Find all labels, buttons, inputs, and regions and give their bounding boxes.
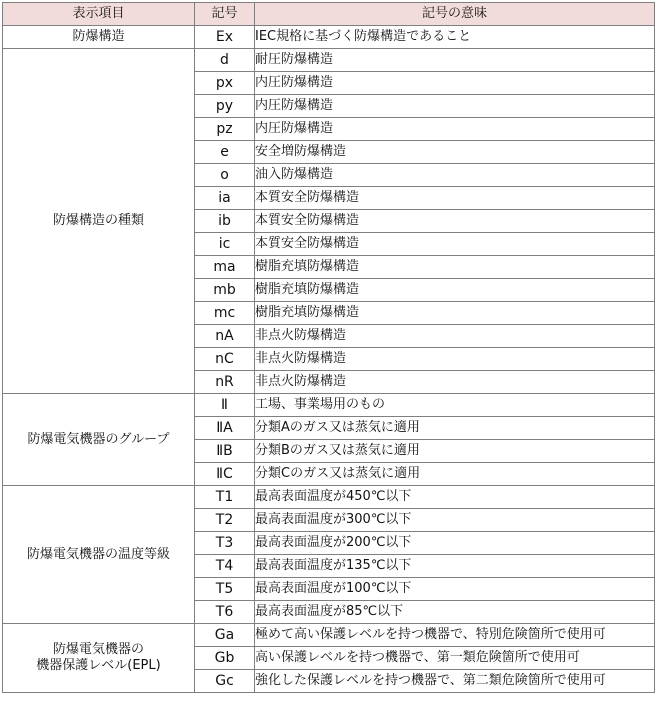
symbol-cell: Ga: [195, 624, 255, 647]
header-meaning: 記号の意味: [255, 3, 655, 26]
meaning-cell: IEC規格に基づく防爆構造であること: [255, 26, 655, 49]
meaning-cell: 樹脂充填防爆構造: [255, 279, 655, 302]
symbol-cell: ma: [195, 256, 255, 279]
symbol-cell: mc: [195, 302, 255, 325]
explosion-proof-symbol-table: [2, 2, 655, 693]
category-label: 防爆構造の種類: [52, 213, 144, 228]
symbol-cell: ⅡB: [195, 440, 255, 463]
header-symbol: 記号: [195, 3, 255, 26]
meaning-cell: 本質安全防爆構造: [255, 187, 655, 210]
meaning-cell: 最高表面温度が85℃以下: [255, 601, 655, 624]
table-row: [3, 486, 655, 509]
meaning-cell: 分類Cのガス又は蒸気に適用: [255, 463, 655, 486]
symbol-cell: o: [195, 164, 255, 187]
symbol-cell: T2: [195, 509, 255, 532]
category-cell: [3, 486, 195, 624]
meaning-cell: 本質安全防爆構造: [255, 210, 655, 233]
category-cell: [3, 394, 195, 486]
symbol-cell: nC: [195, 348, 255, 371]
symbol-cell: ib: [195, 210, 255, 233]
meaning-cell: 内圧防爆構造: [255, 95, 655, 118]
meaning-cell: 樹脂充填防爆構造: [255, 302, 655, 325]
symbol-cell: e: [195, 141, 255, 164]
symbol-cell: T5: [195, 578, 255, 601]
header-item: 表示項目: [3, 3, 195, 26]
symbol-cell: T1: [195, 486, 255, 509]
category-cell: [3, 26, 195, 49]
symbol-cell: nR: [195, 371, 255, 394]
meaning-cell: 非点火防爆構造: [255, 348, 655, 371]
meaning-cell: 本質安全防爆構造: [255, 233, 655, 256]
table-body: [3, 26, 655, 693]
category-label: 防爆電気機器の温度等級: [26, 546, 170, 562]
meaning-cell: 内圧防爆構造: [255, 72, 655, 95]
symbol-cell: Gb: [195, 647, 255, 670]
meaning-cell: 強化した保護レベルを持つ機器で、第二類危険箇所で使用可: [255, 670, 655, 693]
symbol-cell: d: [195, 49, 255, 72]
symbol-cell: pz: [195, 118, 255, 141]
symbol-cell: T6: [195, 601, 255, 624]
table-row: [3, 49, 655, 72]
meaning-cell: 分類Aのガス又は蒸気に適用: [255, 417, 655, 440]
symbol-cell: Ⅱ: [195, 394, 255, 417]
table-row: [3, 394, 655, 417]
category-label: 防爆電気機器の: [52, 642, 144, 657]
meaning-cell: 内圧防爆構造: [255, 118, 655, 141]
meaning-cell: 最高表面温度が300℃以下: [255, 509, 655, 532]
meaning-cell: 樹脂充填防爆構造: [255, 256, 655, 279]
meaning-cell: 最高表面温度が450℃以下: [255, 486, 655, 509]
meaning-cell: 最高表面温度が100℃以下: [255, 578, 655, 601]
meaning-cell: 非点火防爆構造: [255, 371, 655, 394]
table-row: [3, 624, 655, 647]
symbol-cell: nA: [195, 325, 255, 348]
symbol-cell: ia: [195, 187, 255, 210]
category-label: 防爆構造: [72, 29, 125, 44]
symbol-cell: ic: [195, 233, 255, 256]
meaning-cell: 高い保護レベルを持つ機器で、第一類危険箇所で使用可: [255, 647, 655, 670]
category-label: 防爆電気機器のグループ: [27, 431, 170, 447]
symbol-cell: T3: [195, 532, 255, 555]
meaning-cell: 極めて高い保護レベルを持つ機器で、特別危険箇所で使用可: [255, 624, 655, 647]
symbol-cell: Ex: [195, 26, 255, 49]
meaning-cell: 最高表面温度が135℃以下: [255, 555, 655, 578]
meaning-cell: 工場、事業場用のもの: [255, 394, 655, 417]
category-cell: [3, 624, 195, 693]
header-row: [3, 3, 655, 26]
symbol-cell: T4: [195, 555, 255, 578]
category-label: 機器保護レベル(EPL): [36, 658, 161, 673]
meaning-cell: 分類Bのガス又は蒸気に適用: [255, 440, 655, 463]
symbol-cell: ⅡC: [195, 463, 255, 486]
meaning-cell: 安全増防爆構造: [255, 141, 655, 164]
category-cell: [3, 49, 195, 394]
table-row: [3, 26, 655, 49]
symbol-cell: py: [195, 95, 255, 118]
meaning-cell: 油入防爆構造: [255, 164, 655, 187]
meaning-cell: 耐圧防爆構造: [255, 49, 655, 72]
meaning-cell: 最高表面温度が200℃以下: [255, 532, 655, 555]
symbol-cell: px: [195, 72, 255, 95]
symbol-cell: Gc: [195, 670, 255, 693]
symbol-cell: ⅡA: [195, 417, 255, 440]
meaning-cell: 非点火防爆構造: [255, 325, 655, 348]
symbol-cell: mb: [195, 279, 255, 302]
